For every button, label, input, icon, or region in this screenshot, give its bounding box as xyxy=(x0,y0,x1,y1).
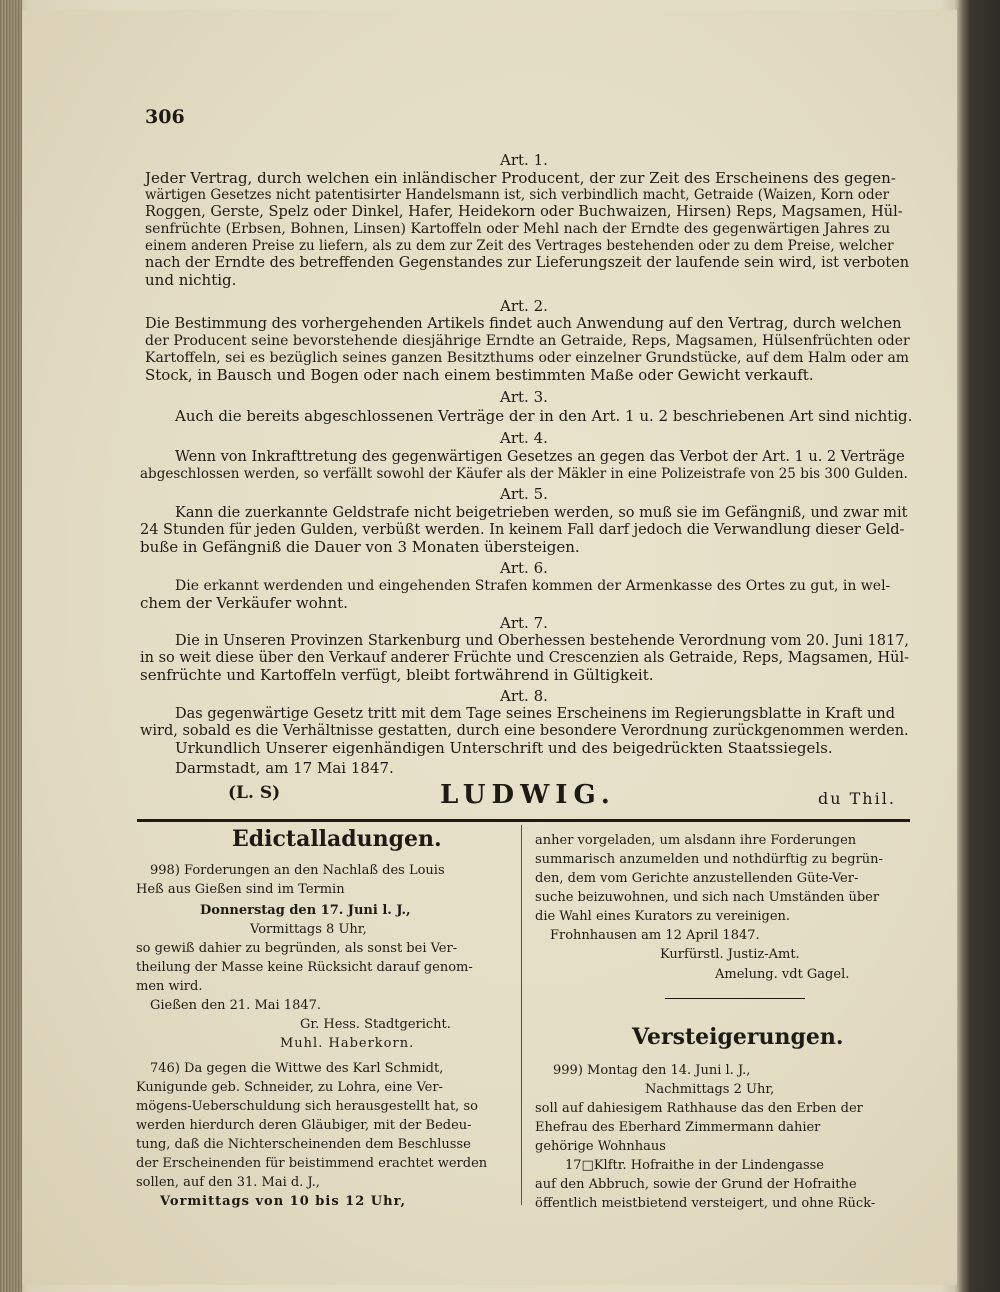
article-heading: Art. 4. xyxy=(500,429,548,447)
text-line: die Wahl eines Kurators zu vereinigen. xyxy=(535,909,791,924)
text-line: den, dem vom Gerichte anzustellenden Güte-Ver- xyxy=(535,871,859,886)
section-title-edictalladungen: Edictalladungen. xyxy=(232,826,442,852)
text-line: Vormittags von 10 bis 12 Uhr, xyxy=(160,1194,407,1209)
text-line: nach der Erndte des betreffenden Gegenstandes zur Lieferungszeit der laufende sein wird, ist verboten xyxy=(145,255,910,271)
text-line: abgeschlossen werden, so verfällt sowohl der Käufer als der Mäkler in eine Polizeistrafe von 25 bis 300 Gulden. xyxy=(140,466,908,482)
article-heading: Art. 1. xyxy=(500,151,548,169)
section-title-versteigerungen: Versteigerungen. xyxy=(632,1024,844,1050)
text-line: 998) Forderungen an den Nachlaß des Louis xyxy=(150,863,445,878)
text-line: einem anderen Preise zu liefern, als zu dem zur Zeit des Vertrages bestehenden oder zu dem Preise, welcher xyxy=(145,238,894,254)
text-line: Auch die bereits abgeschlossenen Verträge der in den Art. 1 u. 2 beschriebenen Art sind nichtig. xyxy=(175,407,913,425)
text-line: Wenn von Inkrafttretung des gegenwärtigen Gesetzes an gegen das Verbot der Art. 1 u. 2 Verträge xyxy=(175,449,905,465)
text-line: theilung der Masse keine Rücksicht darauf genom- xyxy=(136,960,473,975)
text-line: 999) Montag den 14. Juni l. J., xyxy=(553,1063,751,1078)
text-line: Amelung. vdt Gagel. xyxy=(715,967,850,982)
text-line: sollen, auf den 31. Mai d. J., xyxy=(136,1175,320,1190)
text-line: men wird. xyxy=(136,979,203,994)
text-line: Vormittags 8 Uhr, xyxy=(250,922,367,937)
text-line: Darmstadt, am 17 Mai 1847. xyxy=(175,759,394,777)
text-line: Die Bestimmung des vorhergehenden Artikels findet auch Anwendung auf den Vertrag, durch welchen xyxy=(145,316,902,332)
article-heading: Art. 6. xyxy=(500,559,548,577)
text-line: mögens-Ueberschuldung sich herausgestellt hat, so xyxy=(136,1099,478,1114)
text-line: und nichtig. xyxy=(145,271,237,289)
text-line: senfrüchte (Erbsen, Bohnen, Linsen) Kartoffeln oder Mehl nach der Erndte des gegenwärtigen Jahres zu xyxy=(145,221,891,237)
text-line: 17□Klftr. Hofraithe in der Lindengasse xyxy=(565,1158,824,1173)
section-divider xyxy=(137,819,910,822)
text-line: öffentlich meistbietend versteigert, und ohne Rück- xyxy=(535,1196,876,1211)
text-line: in so weit diese über den Verkauf anderer Früchte und Crescenzien als Getraide, Reps, Magsamen, Hül- xyxy=(140,650,910,666)
text-line: Stock, in Bausch und Bogen oder nach einem bestimmten Maße oder Gewicht verkauft. xyxy=(145,366,814,384)
text-line: Urkundlich Unserer eigenhändigen Unterschrift und des beigedrückten Staatssiegels. xyxy=(175,739,833,757)
text-line: Die in Unseren Provinzen Starkenburg und Oberhessen bestehende Verordnung vom 20. Juni 1817, xyxy=(175,633,910,649)
seal-mark: (L. S) xyxy=(228,783,281,803)
text-line: Gießen den 21. Mai 1847. xyxy=(150,998,322,1013)
text-line: der Erscheinenden für beistimmend erachtet werden xyxy=(136,1156,488,1171)
article-heading: Art. 5. xyxy=(500,485,548,503)
text-line: anher vorgeladen, um alsdann ihre Forderungen xyxy=(535,833,857,848)
text-line: summarisch anzumelden und nothdürftig zu begrün- xyxy=(535,852,883,867)
article-heading: Art. 8. xyxy=(500,687,548,705)
text-line: wird, sobald es die Verhältnisse gestatten, durch eine besondere Verordnung zurückgenommen werden. xyxy=(140,723,909,739)
countersignature: du Thil. xyxy=(818,789,896,808)
text-line: Heß aus Gießen sind im Termin xyxy=(136,882,345,897)
text-line: Donnerstag den 17. Juni l. J., xyxy=(200,903,411,918)
text-line: Kunigunde geb. Schneider, zu Lohra, eine Ver- xyxy=(136,1080,443,1095)
text-line: auf den Abbruch, sowie der Grund der Hofraithe xyxy=(535,1177,857,1192)
page-number: 306 xyxy=(145,106,185,128)
text-line: Frohnhausen am 12 April 1847. xyxy=(550,928,760,943)
text-line: Ehefrau des Eberhard Zimmermann dahier xyxy=(535,1120,821,1135)
text-line: Die erkannt werdenden und eingehenden Strafen kommen der Armenkasse des Ortes zu gut, in wel- xyxy=(175,578,891,594)
text-line: der Producent seine bevorstehende diesjährige Erndte an Getraide, Reps, Magsamen, Hülsenfrüchten oder xyxy=(145,333,910,349)
text-line: tung, daß die Nichterscheinenden dem Beschlusse xyxy=(136,1137,471,1152)
book-gutter xyxy=(0,0,22,1292)
article-heading: Art. 3. xyxy=(500,388,548,406)
text-line: chem der Verkäufer wohnt. xyxy=(140,594,348,612)
text-line: wärtigen Gesetzes nicht patentisirter Handelsmann ist, sich verbindlich macht, Getraide (Waizen, Korn oder xyxy=(145,187,890,203)
text-line: 24 Stunden für jeden Gulden, verbüßt werden. In keinem Fall darf jedoch die Verwandlung dieser Geld- xyxy=(140,522,905,538)
text-line: gehörige Wohnhaus xyxy=(535,1139,666,1154)
article-heading: Art. 7. xyxy=(500,614,548,632)
signature-ludwig: LUDWIG. xyxy=(440,780,616,810)
column-divider xyxy=(521,825,522,1205)
text-line: buße in Gefängniß die Dauer von 3 Monaten übersteigen. xyxy=(140,538,580,556)
text-line: Kartoffeln, sei es bezüglich seines ganzen Besitzthums oder einzelner Grundstücke, auf dem Halm oder am xyxy=(145,350,910,366)
text-line: soll auf dahiesigem Rathhause das den Erben der xyxy=(535,1101,863,1116)
text-line: Nachmittags 2 Uhr, xyxy=(645,1082,775,1097)
text-line: Kurfürstl. Justiz-Amt. xyxy=(660,947,800,962)
text-line: Roggen, Gerste, Spelz oder Dinkel, Hafer, Heidekorn oder Buchwaizen, Hirsen) Reps, Magsamen, Hül- xyxy=(145,204,903,220)
text-line: werden hierdurch deren Gläubiger, mit der Bedeu- xyxy=(136,1118,472,1133)
article-heading: Art. 2. xyxy=(500,297,548,315)
text-line: Kann die zuerkannte Geldstrafe nicht beigetrieben werden, so muß sie im Gefängniß, und zwar mit xyxy=(175,505,908,521)
short-divider xyxy=(665,998,805,999)
text-line: Das gegenwärtige Gesetz tritt mit dem Tage seines Erscheinens im Regierungsblatte in Kraft und xyxy=(175,706,896,722)
text-line: 746) Da gegen die Wittwe des Karl Schmidt, xyxy=(150,1061,444,1076)
text-line: Muhl. Haberkorn. xyxy=(280,1036,415,1051)
text-line: so gewiß dahier zu begründen, als sonst bei Ver- xyxy=(136,941,458,956)
text-line: suche beizuwohnen, und sich nach Umständen über xyxy=(535,890,880,905)
text-line: Jeder Vertrag, durch welchen ein inländischer Producent, der zur Zeit des Erscheinens des gegen- xyxy=(145,169,896,187)
text-line: Gr. Hess. Stadtgericht. xyxy=(300,1017,451,1032)
text-line: senfrüchte und Kartoffeln verfügt, bleibt fortwährend in Gültigkeit. xyxy=(140,666,654,684)
